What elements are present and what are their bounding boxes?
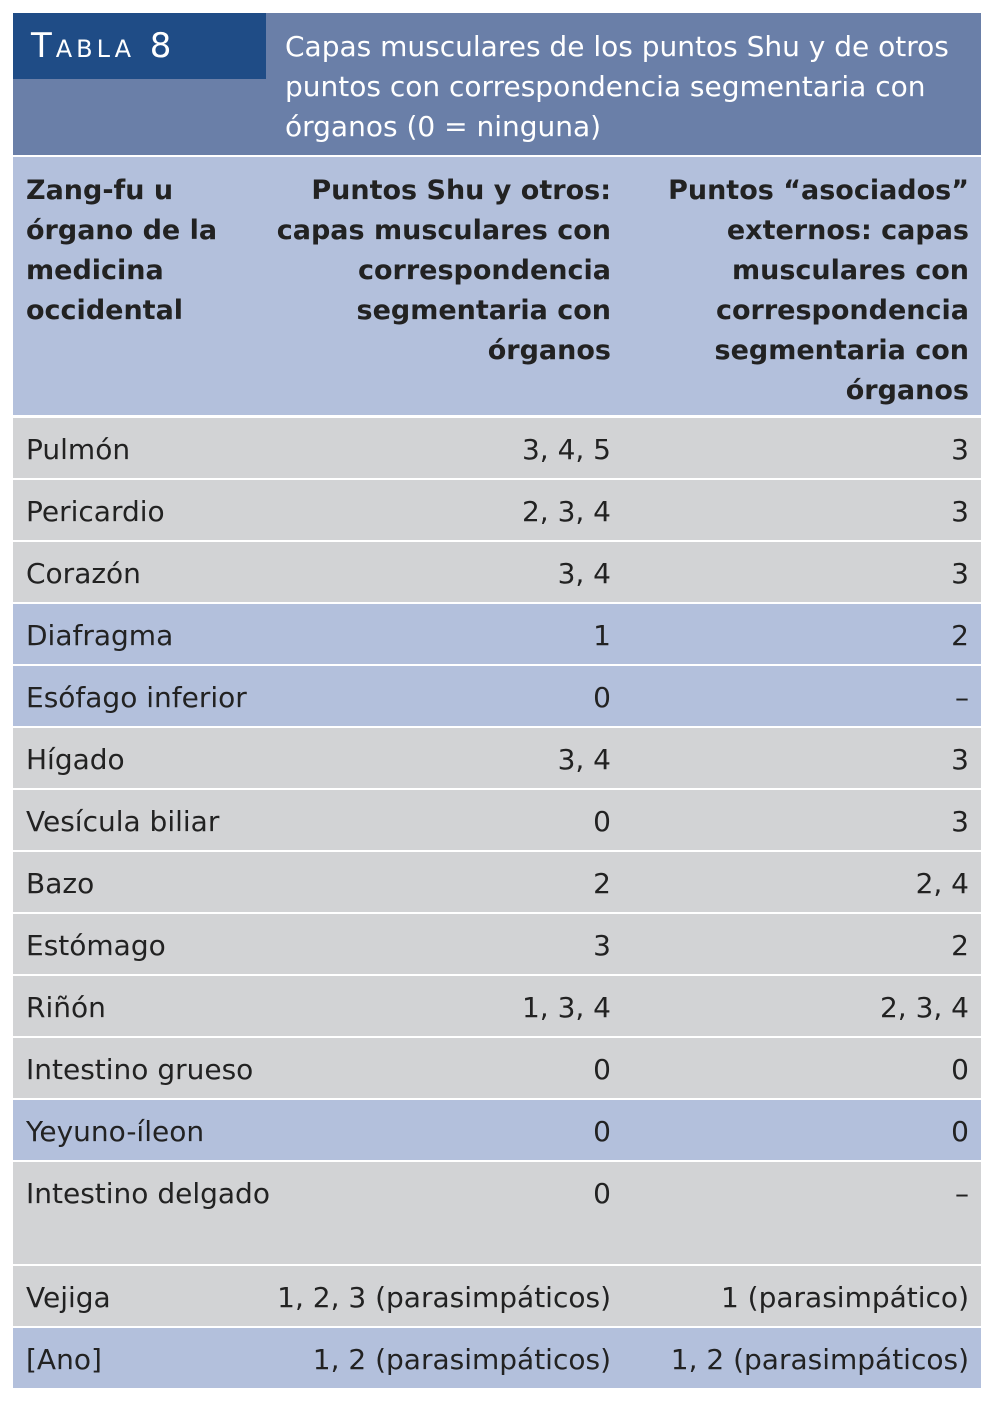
shu-layers-cell: 3 [593, 929, 611, 962]
table-label: Tabla 8 [13, 13, 266, 79]
table-row [13, 418, 981, 480]
shu-layers-cell: 1 [593, 619, 611, 652]
organ-cell: Vesícula biliar [26, 805, 220, 838]
table-row [13, 1266, 981, 1328]
table-header [13, 13, 981, 155]
external-layers-cell: 1, 2 (parasimpáticos) [670, 1343, 969, 1376]
organ-cell: Intestino delgado [26, 1177, 270, 1210]
external-layers-cell: 3 [951, 743, 969, 776]
external-layers-cell: 3 [951, 495, 969, 528]
shu-layers-cell: 2 [593, 867, 611, 900]
table-row [13, 542, 981, 604]
external-layers-cell: 0 [951, 1053, 969, 1086]
table-row [13, 914, 981, 976]
shu-layers-cell: 1, 3, 4 [521, 991, 611, 1024]
table-row [13, 480, 981, 542]
external-layers-cell: 2 [951, 619, 969, 652]
organ-cell: Esófago inferior [26, 681, 247, 714]
table-caption: Capas musculares de los puntos Shu y de otros puntos con correspondencia segmentaria con órganos (0 = ninguna) [285, 30, 949, 143]
table-8 [13, 13, 981, 1385]
external-layers-cell: 2, 4 [915, 867, 969, 900]
external-layers-cell: – [955, 681, 969, 714]
shu-layers-cell: 1, 2 (parasimpáticos) [312, 1343, 611, 1376]
column-header-external-points: Puntos “asociados” externos: capas musculares con correspondencia segmentaria con órganos [668, 175, 969, 406]
table-row [13, 1100, 981, 1162]
table-row [13, 976, 981, 1038]
external-layers-cell: 3 [951, 557, 969, 590]
external-layers-cell: 2 [951, 929, 969, 962]
organ-cell: Riñón [26, 991, 106, 1024]
shu-layers-cell: 1, 2, 3 (parasimpáticos) [277, 1281, 611, 1314]
organ-cell: Vejiga [26, 1281, 111, 1314]
table-row [13, 604, 981, 666]
column-header-shu-points: Puntos Shu y otros: capas musculares con correspondencia segmentaria con órganos [276, 175, 611, 366]
organ-cell: Estómago [26, 929, 166, 962]
organ-cell: Diafragma [26, 619, 174, 652]
shu-layers-cell: 3, 4 [557, 557, 611, 590]
shu-layers-cell: 3, 4 [557, 743, 611, 776]
external-layers-cell: 1 (parasimpático) [720, 1281, 969, 1314]
table-row [13, 666, 981, 728]
shu-layers-cell: 3, 4, 5 [521, 433, 611, 466]
organ-cell: [Ano] [26, 1343, 102, 1376]
table-row [13, 1162, 981, 1266]
organ-cell: Yeyuno-íleon [26, 1115, 205, 1148]
organ-cell: Corazón [26, 557, 141, 590]
external-layers-cell: 2, 3, 4 [879, 991, 969, 1024]
organ-cell: Pulmón [26, 433, 131, 466]
organ-cell: Hígado [26, 743, 125, 776]
external-layers-cell: – [955, 1177, 969, 1210]
table-row [13, 852, 981, 914]
external-layers-cell: 0 [951, 1115, 969, 1148]
shu-layers-cell: 0 [593, 1053, 611, 1086]
column-headers [13, 157, 981, 418]
table-row [13, 728, 981, 790]
organ-cell: Bazo [26, 867, 95, 900]
table-body [13, 418, 981, 1390]
table-row [13, 790, 981, 852]
organ-cell: Pericardio [26, 495, 165, 528]
column-header-organ: Zang-fu u órgano de la medicina occidental [26, 175, 218, 326]
shu-layers-cell: 0 [593, 1177, 611, 1210]
shu-layers-cell: 0 [593, 681, 611, 714]
shu-layers-cell: 0 [593, 1115, 611, 1148]
shu-layers-cell: 0 [593, 805, 611, 838]
organ-cell: Intestino grueso [26, 1053, 254, 1086]
table-row [13, 1038, 981, 1100]
shu-layers-cell: 2, 3, 4 [521, 495, 611, 528]
table-row [13, 1328, 981, 1390]
external-layers-cell: 3 [951, 433, 969, 466]
external-layers-cell: 3 [951, 805, 969, 838]
